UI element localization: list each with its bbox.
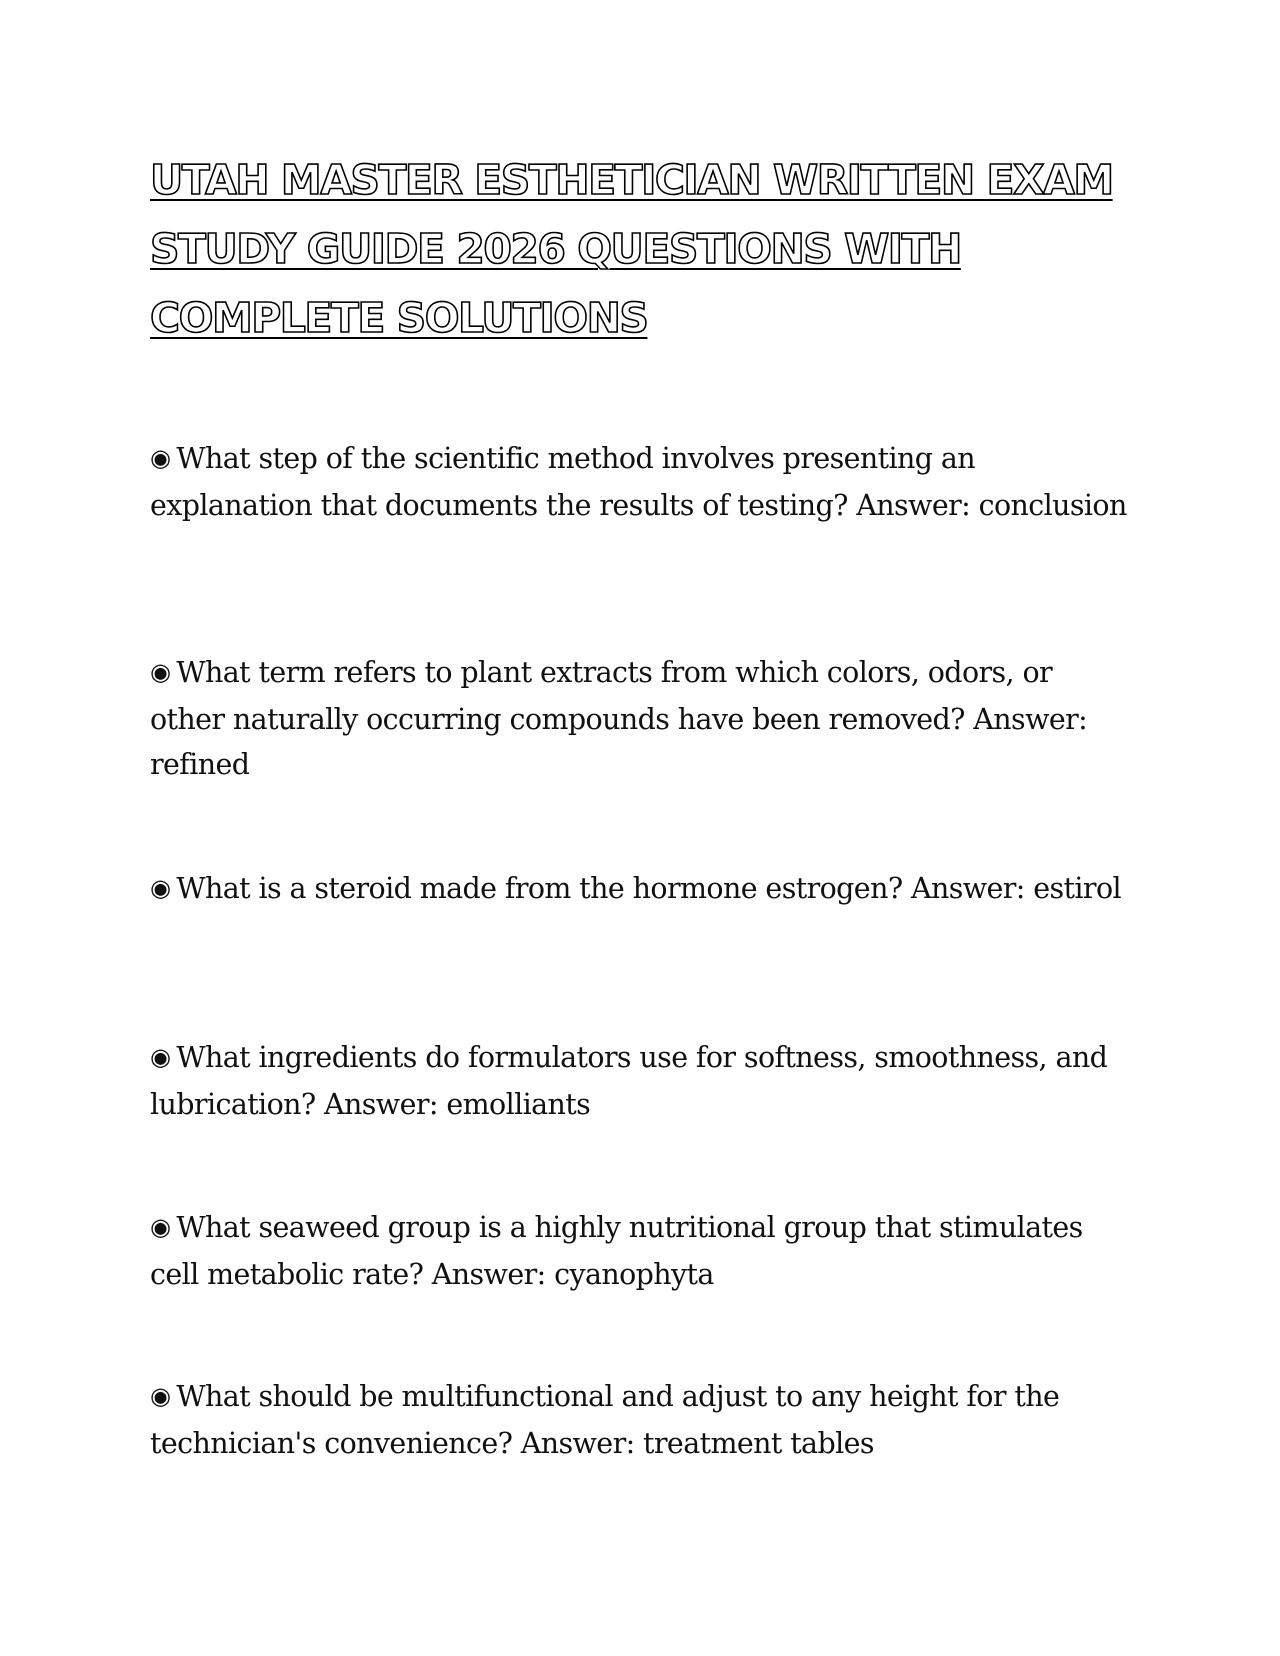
qa-text: What term refers to plant extracts from which colors, odors, or other naturally occurring compounds have been removed? Answer: refined xyxy=(150,656,1088,781)
qa-text: What is a steroid made from the hormone estrogen? Answer: estirol xyxy=(176,872,1122,905)
document-title: UTAH MASTER ESTHETICIAN WRITTEN EXAM STUDY GUIDE 2026 QUESTIONS WITH COMPLETE SOLUTIONS xyxy=(150,156,1113,342)
radio-bullet-icon: ◉ xyxy=(150,444,171,472)
qa-item xyxy=(150,1374,1130,1466)
qa-item xyxy=(150,436,1130,528)
qa-text: What seaweed group is a highly nutritional group that stimulates cell metabolic rate? Answer: cyanophyta xyxy=(150,1211,1083,1291)
radio-bullet-icon: ◉ xyxy=(150,1382,171,1410)
radio-bullet-icon: ◉ xyxy=(150,658,171,686)
qa-text: What should be multifunctional and adjust to any height for the technician's convenience? Answer: treatment tables xyxy=(150,1380,1060,1460)
radio-bullet-icon: ◉ xyxy=(150,1043,171,1071)
radio-bullet-icon: ◉ xyxy=(150,1213,171,1241)
radio-bullet-icon: ◉ xyxy=(150,874,171,902)
qa-item xyxy=(150,1205,1130,1297)
qa-text: What ingredients do formulators use for softness, smoothness, and lubrication? Answer: emolliants xyxy=(150,1041,1108,1121)
qa-item xyxy=(150,650,1130,787)
qa-item xyxy=(150,1035,1130,1127)
qa-text: What step of the scientific method involves presenting an explanation that documents the results of testing? Answer: conclusion xyxy=(150,442,1127,522)
qa-item xyxy=(150,866,1130,913)
